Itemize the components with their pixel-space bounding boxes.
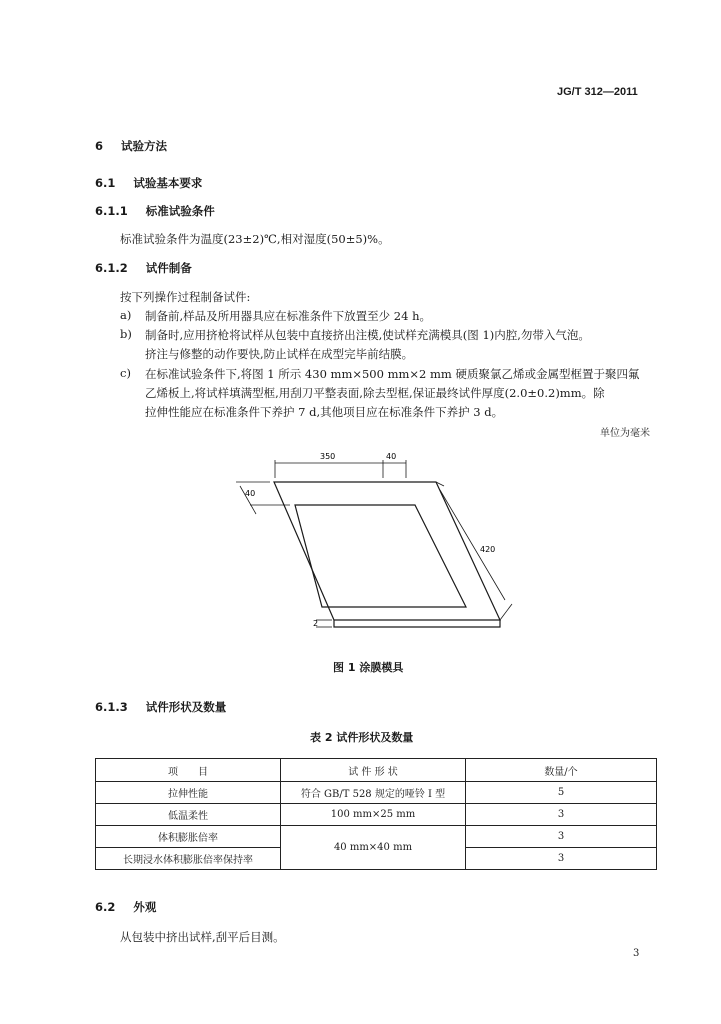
section-6-2-heading [95,899,156,915]
list-label: a) [120,308,132,322]
dimension-lines [236,460,512,627]
table-header-row [96,759,657,782]
cell-qty: 5 [466,782,657,804]
list-item: 拉伸性能应在标准条件下养护 7 d,其他项目应在标准条件下养护 3 d。 [145,405,504,419]
list-label: b) [120,327,132,341]
cell-qty: 3 [466,804,657,826]
header-cell: 数量/个 [466,759,657,782]
standard-number: JG/T 312—2011 [557,86,638,98]
header-cell: 项 目 [96,759,281,782]
table-caption: 表 2 试件形状及数量 [310,731,414,744]
section-title: 试验基本要求 [133,176,203,190]
cell-shape: 100 mm×25 mm [281,804,466,826]
table-row [96,782,657,804]
section-title: 试件制备 [145,261,192,275]
section-number: 6.1.2 [95,261,128,275]
paragraph: 从包装中挤出试样,刮平后目测。 [120,930,285,944]
list-item: 挤注与修整的动作要快,防止试样在成型完毕前结膜。 [145,347,414,361]
section-title: 试件形状及数量 [145,700,227,714]
dim-top-frame: 40 [386,452,397,461]
paragraph: 按下列操作过程制备试件: [120,290,251,304]
cell-shape: 符合 GB/T 528 规定的哑铃 I 型 [281,782,466,804]
dim-left-frame: 40 [245,489,256,498]
page-number: 3 [633,948,640,959]
frame-inner [295,505,466,607]
table-row [96,804,657,826]
frame-outer [274,482,500,620]
list-item: 制备时,应用挤枪将试样从包装中直接挤出注模,使试样充满模具(图 1)内腔,勿带入气泡。 [145,328,590,342]
section-title: 试验方法 [121,139,168,153]
figure-caption: 图 1 涂膜模具 [333,661,404,674]
dim-top-inner: 350 [320,452,336,461]
list-item: 制备前,样品及所用器具应在标准条件下放置至少 24 h。 [145,309,432,323]
mold-frame [274,482,500,627]
table-row [96,826,657,848]
table-2 [95,758,657,870]
frame-thickness [334,620,500,627]
section-6-1-3-heading [95,699,226,715]
section-title: 外观 [133,900,157,914]
list-label: c) [120,366,131,380]
section-number: 6.1 [95,176,116,190]
section-title: 标准试验条件 [145,204,215,218]
section-number: 6 [95,139,104,153]
dim-right-length: 420 [480,545,496,554]
section-number: 6.1.1 [95,204,128,218]
section-number: 6.1.3 [95,700,128,714]
cell-qty: 3 [466,826,657,848]
cell-item: 长期浸水体积膨胀倍率保持率 [96,848,281,870]
cell-item: 拉伸性能 [96,782,281,804]
cell-item: 低温柔性 [96,804,281,826]
paragraph: 标准试验条件为温度(23±2)℃,相对湿度(50±5)%。 [120,232,390,246]
list-item: 乙烯板上,将试样填满型框,用刮刀平整表面,除去型框,保证最终试件厚度(2.0±0.2)mm。除 [145,386,605,400]
cell-qty: 3 [466,848,657,870]
unit-note: 单位为毫米 [600,428,650,439]
dim-thickness: 2 [313,619,319,628]
cell-item: 体积膨胀倍率 [96,826,281,848]
list-item: 在标准试验条件下,将图 1 所示 430 mm×500 mm×2 mm 硬质聚氯乙烯或金属型框置于聚四氟 [145,367,640,381]
section-number: 6.2 [95,900,116,914]
cell-shape: 40 mm×40 mm [281,826,466,870]
header-cell: 试 件 形 状 [281,759,466,782]
